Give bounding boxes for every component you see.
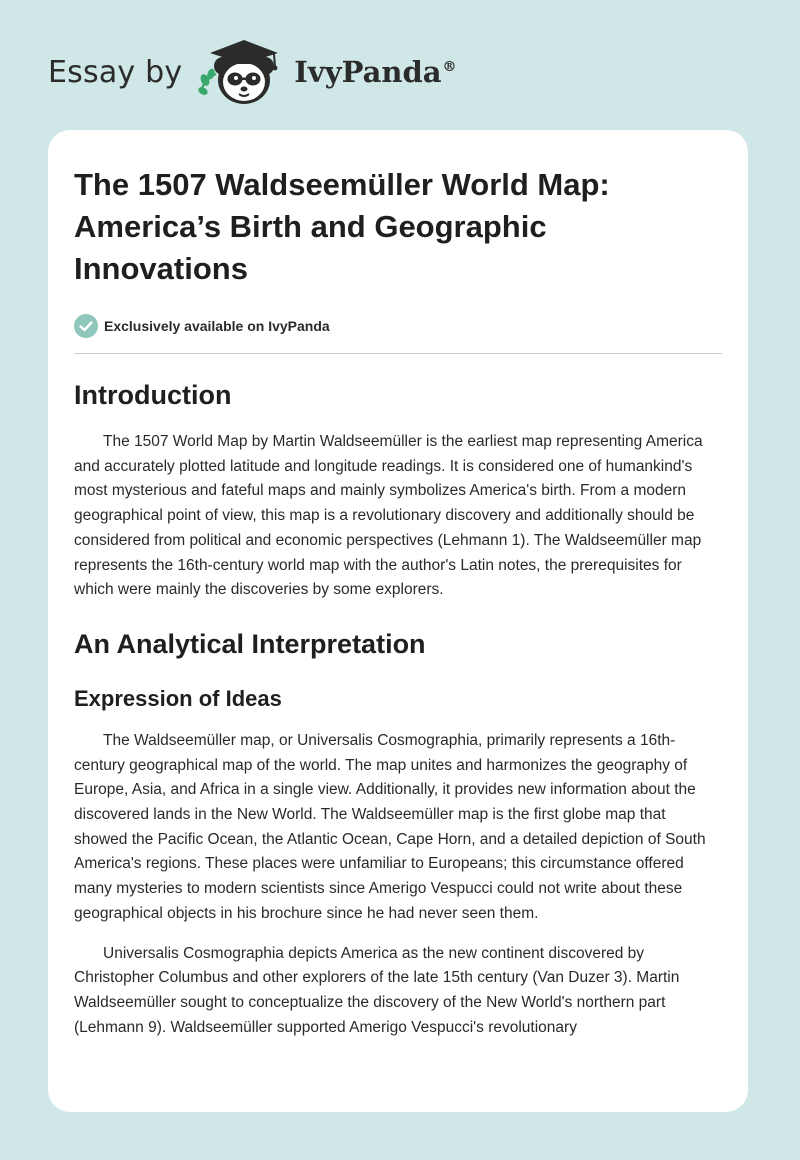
paragraph: The Waldseemüller map, or Universalis Cosmographia, primarily represents a 16th-century geographical map of the world. The map unites and harmonizes the geography of Europe, Asia, and Africa in a single view. Additionally, it provides new information about the discovered lands in the New World. The Waldseemüller map is the first globe map that showed the Pacific Ocean, the Atlantic Ocean, Cape Horn, and a detailed depiction of South America's regions. These places were unfamiliar to Europeans; this circumstance offered many mysteries to modern scientists since Amerigo Vespucci could not write about these geographical objects in his brochure since he had never seen them. (74, 731, 706, 922)
brand-logo[interactable] (294, 55, 456, 89)
site-header (48, 36, 457, 108)
paragraph: Universalis Cosmographia depicts America as the new continent discovered by Christopher Columbus and other explorers of the late 15th century (Van Duzer 3). Martin Waldseemüller sought to conceptualize the discovery of the New World's northern part (Lehmann 9). Waldseemüller supported Amerigo Vespucci's revolutionary (74, 944, 680, 1036)
paragraph: The 1507 World Map by Martin Waldseemüller is the earliest map representing America and accurately plotted latitude and longitude readings. It is considered one of humankind's most mysterious and fateful maps and mainly symbolizes America's birth. From a modern geographical point of view, this map is a revolutionary discovery and additionally should be considered from political and economic perspectives (Lehmann 1). The Waldseemüller map represents the 16th-century world map with the author's Latin notes, the prerequisites for which were mainly the discoveries by some explorers. (74, 433, 703, 599)
brand-name: IvyPanda (294, 55, 442, 89)
title-divider (74, 353, 722, 354)
panda-graduation-cap-icon[interactable] (196, 36, 292, 108)
check-badge-icon (74, 314, 98, 338)
essay-by-label: Essay by (48, 54, 183, 90)
exclusive-badge (74, 314, 722, 338)
subsection-heading-expression: Expression of Ideas (74, 685, 282, 711)
section-heading-analysis: An Analytical Interpretation (74, 628, 426, 659)
registered-mark: ® (442, 59, 457, 76)
essay-title: The 1507 Waldseemüller World Map: America’s Birth and Geographic Innovations (74, 167, 610, 286)
essay-card (48, 130, 748, 1112)
section-heading-introduction: Introduction (74, 380, 232, 410)
exclusive-label: Exclusively available on IvyPanda (104, 318, 330, 334)
